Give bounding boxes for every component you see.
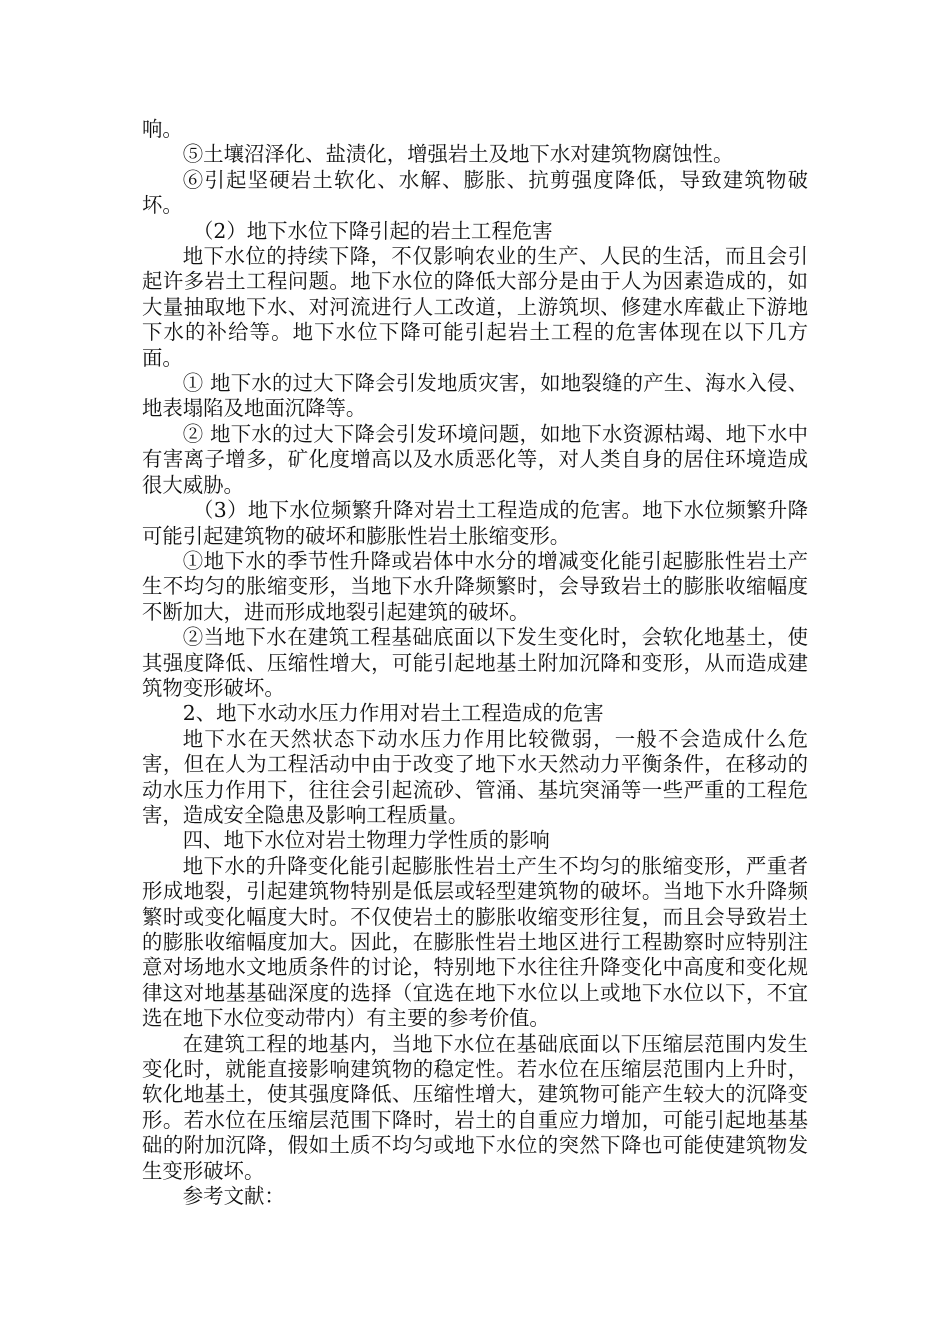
paragraph-item-1b: ①地下水的季节性升降或岩体中水分的增减变化能引起膨胀性岩土产生不均匀的胀缩变形，当地下水升降频繁时，会导致岩土的膨胀收缩幅度不断加大，进而形成地裂引起建筑的破坏。 — [142, 548, 808, 624]
paragraph-item-6: ⑥引起坚硬岩土软化、水解、膨胀、抗剪强度降低，导致建筑物破坏。 — [142, 167, 808, 218]
paragraph-item-1: ① 地下水的过大下降会引发地质灾害，如地裂缝的产生、海水入侵、地表塌陷及地面沉降等。 — [142, 371, 808, 421]
section-heading-3: （3）地下水位频繁升降对岩土工程造成的危害。地下水位频繁升降可能引起建筑物的破坏和膨胀性岩土胀缩变形。 — [142, 498, 808, 548]
document-page — [142, 117, 808, 1209]
paragraph-item-5: ⑤土壤沼泽化、盐渍化，增强岩土及地下水对建筑物腐蚀性。 — [182, 142, 734, 167]
paragraph-body: 地下水的升降变化能引起膨胀性岩土产生不均匀的胀缩变形，严重者形成地裂，引起建筑物特别是低层或轻型建筑物的破坏。当地下水升降频繁时或变化幅度大时。不仅使岩土的膨胀收缩变形往复，而且会导致岩土的膨胀收缩幅度加大。因此，在膨胀性岩土地区进行工程勘察时应特别注意对场地水文地质条件的讨论，特别地下水往往升降变化中高度和变化规律这对地基基础深度的选择（宜选在地下水位以上或地下水位以下，不宜选在地下水位变动带内）有主要的参考价值。 — [142, 853, 808, 1031]
paragraph-continuation: 响。 — [142, 117, 183, 141]
section-heading-four: 四、地下水位对岩土物理力学性质的影响 — [182, 828, 550, 853]
paragraph-body: 在建筑工程的地基内，当地下水位在基础底面以下压缩层范围内发生变化时，就能直接影响建筑物的稳定性。若水位在压缩层范围内上升时，软化地基土，使其强度降低、压缩性增大，建筑物可能产生较大的沉降变形。若水位在压缩层范围下降时，岩土的自重应力增加，可能引起地基基础的附加沉降，假如土质不均匀或地下水位的突然下降也可能使建筑物发生变形破坏。 — [142, 1031, 808, 1183]
paragraph-body: 地下水在天然状态下动水压力作用比较微弱，一般不会造成什么危害，但在人为工程活动中由于改变了地下水天然动力平衡条件，在移动的动水压力作用下，往往会引起流砂、管涌、基坑突涌等一些严重的工程危害，造成安全隐患及影响工程质量。 — [142, 726, 808, 827]
paragraph-item-2b: ②当地下水在建筑工程基础底面以下发生变化时，会软化地基土，使其强度降低、压缩性增大，可能引起地基土附加沉降和变形，从而造成建筑物变形破坏。 — [142, 625, 808, 700]
section-heading-dynamic-pressure: 2、地下水动水压力作用对岩土工程造成的危害 — [182, 701, 604, 726]
paragraph-item-2: ② 地下水的过大下降会引发环境问题，如地下水资源枯竭、地下水中有害离子增多，矿化度增高以及水质恶化等，对人类自身的居住环境造成很大威胁。 — [142, 421, 808, 497]
paragraph-body: 地下水位的持续下降，不仅影响农业的生产、人民的生活，而且会引起许多岩土工程问题。地下水位的降低大部分是由于人为因素造成的，如大量抽取地下水、对河流进行人工改道，上游筑坝、修建水库截止下游地下水的补给等。地下水位下降可能引起岩土工程的危害体现在以下几方面。 — [142, 244, 808, 370]
references-heading: 参考文献： — [182, 1184, 285, 1209]
section-heading-2: （2）地下水位下降引起的岩土工程危害 — [193, 218, 553, 243]
